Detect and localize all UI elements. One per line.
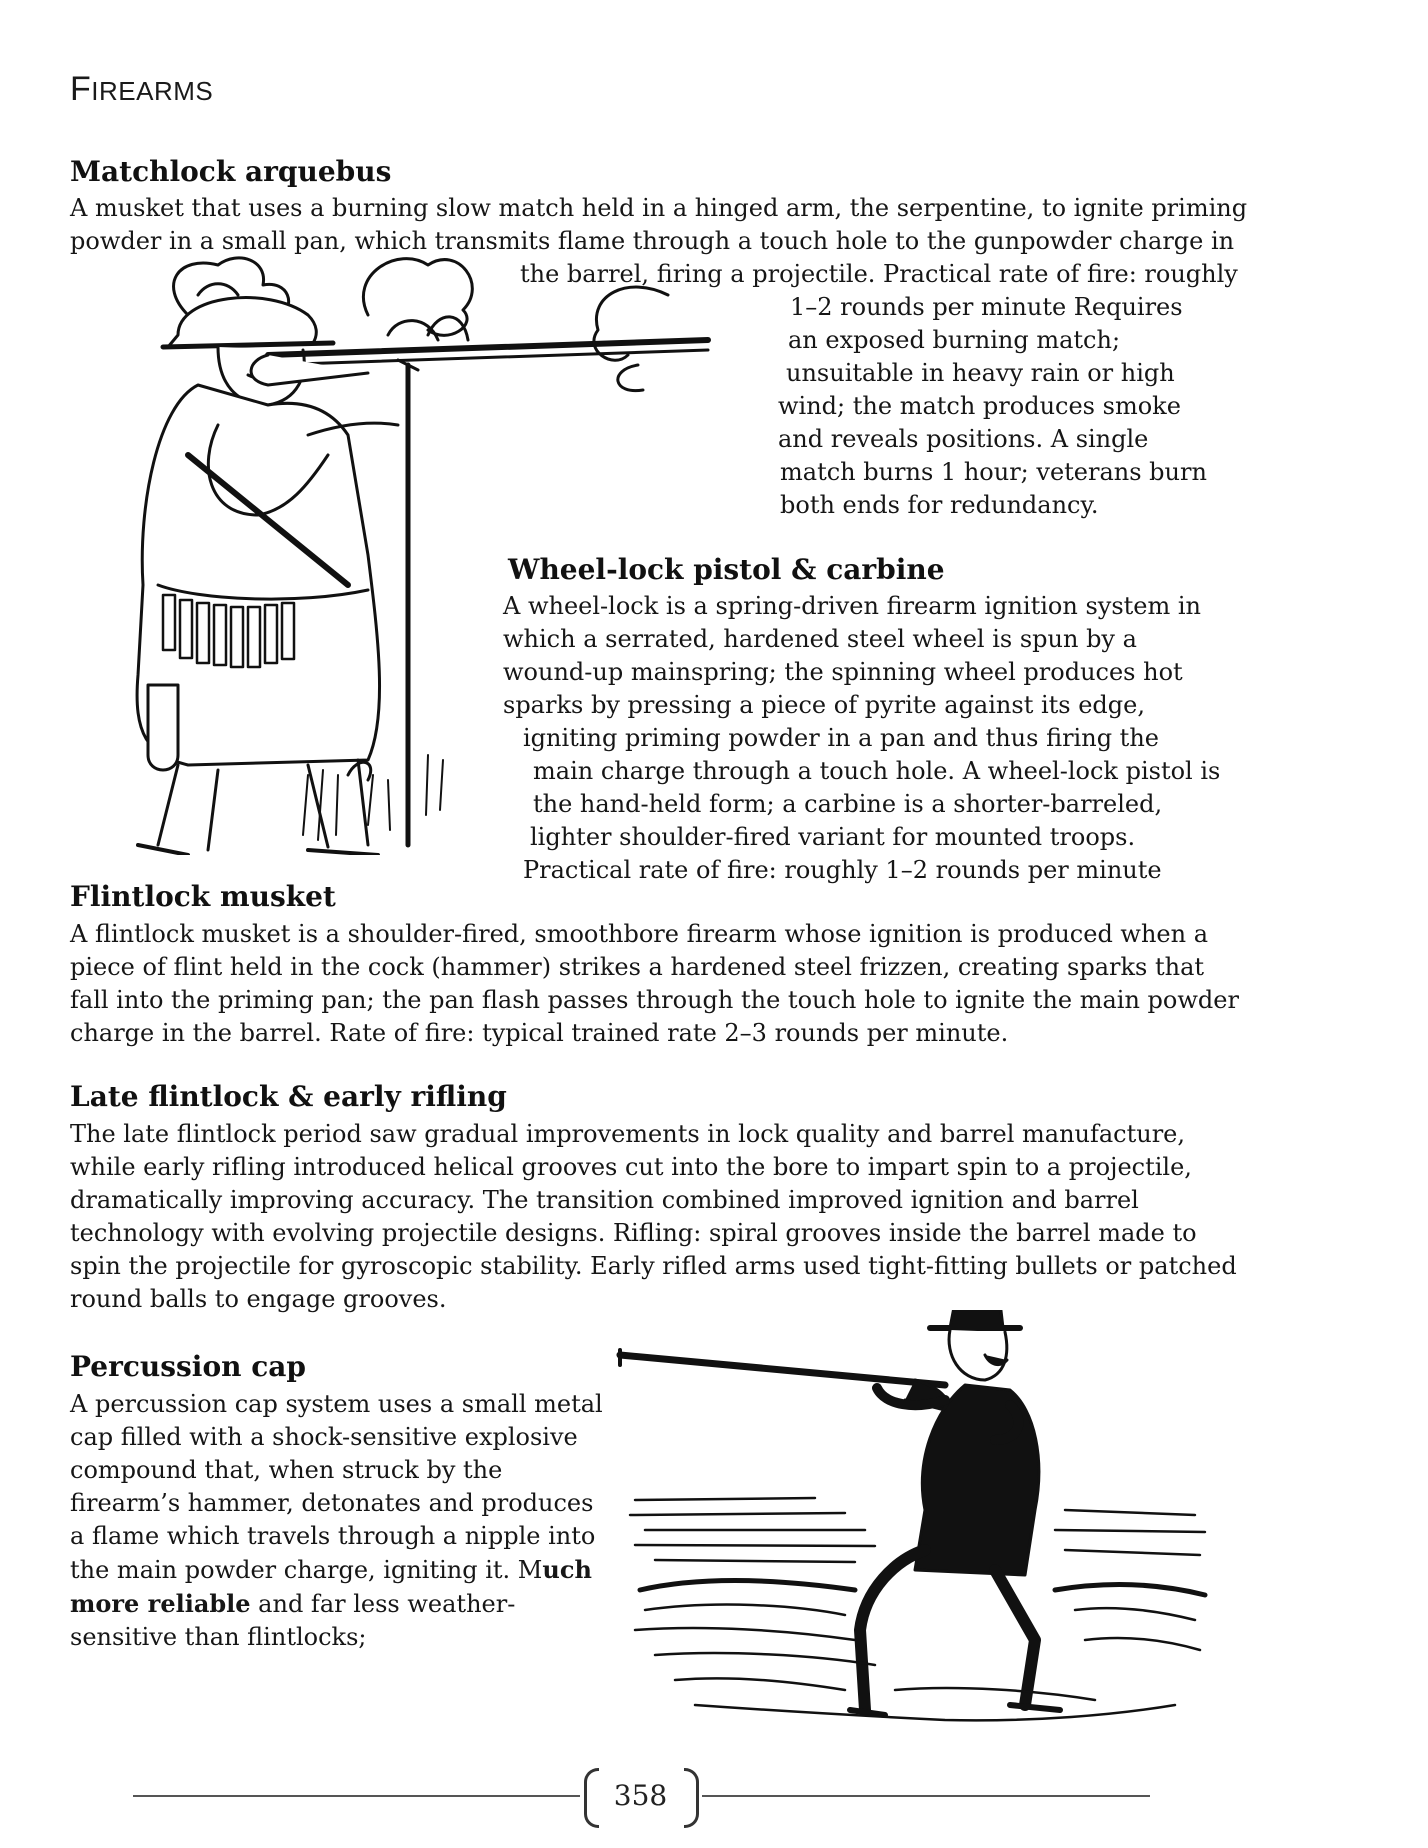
text-line: match burns 1 hour; veterans burn	[780, 458, 1207, 486]
text-line: spin the projectile for gyroscopic stability. Early rifled arms used tight-fitting bullets or patched	[70, 1252, 1237, 1280]
text-line: a flame which travels through a nipple into	[70, 1522, 596, 1550]
text-line: compound that, when struck by the	[70, 1456, 503, 1484]
text-line: A flintlock musket is a shoulder-fired, smoothbore firearm whose ignition is produced when a	[70, 920, 1209, 948]
text-line: technology with evolving projectile designs. Rifling: spiral grooves inside the barrel made to	[70, 1219, 1197, 1247]
heading-matchlock-arquebus: Matchlock arquebus	[70, 155, 392, 188]
text-line: fall into the priming pan; the pan flash passes through the touch hole to ignite the main powder	[70, 986, 1239, 1014]
paragraph-rifling	[70, 1118, 1237, 1316]
heading-wheel-lock: Wheel-lock pistol & carbine	[508, 553, 945, 586]
text-line: more reliable and far less weather-	[70, 1589, 516, 1618]
text-line: the barrel, firing a projectile. Practical rate of fire: roughly	[520, 260, 1238, 288]
text-line: which a serrated, hardened steel wheel is spun by a	[503, 625, 1137, 653]
text-line: wind; the match produces smoke	[778, 392, 1181, 420]
text-line: 1–2 rounds per minute Requires	[790, 293, 1183, 321]
text-line: The late flintlock period saw gradual improvements in lock quality and barrel manufacture,	[70, 1120, 1186, 1148]
text-line: A wheel-lock is a spring-driven firearm ignition system in	[503, 592, 1202, 620]
text-line: charge in the barrel. Rate of fire: typical trained rate 2–3 rounds per minute.	[70, 1019, 1009, 1047]
page-number: 358	[613, 1779, 668, 1812]
text-line: the hand-held form; a carbine is a shorter-barreled,	[533, 790, 1163, 818]
text-line: both ends for redundancy.	[780, 491, 1099, 519]
paragraph-percussion	[70, 1388, 603, 1654]
text-line: A percussion cap system uses a small metal	[70, 1390, 603, 1418]
paragraph-wheel-lock	[503, 590, 1221, 887]
text-line: sparks by pressing a piece of pyrite against its edge,	[503, 691, 1145, 719]
text-line: igniting priming powder in a pan and thus firing the	[523, 724, 1159, 752]
text-line: wound-up mainspring; the spinning wheel produces hot	[503, 658, 1183, 686]
text-line: Practical rate of fire: roughly 1–2 rounds per minute	[523, 856, 1162, 884]
paragraph-flintlock	[70, 918, 1239, 1050]
text-line: powder in a small pan, which transmits flame through a touch hole to the gunpowder charge in	[70, 227, 1235, 255]
heading-late-flintlock-rifling: Late flintlock & early rifling	[70, 1080, 507, 1113]
text-line: dramatically improving accuracy. The transition combined improved ignition and barrel	[70, 1186, 1139, 1214]
text-line: lighter shoulder-fired variant for mounted troops.	[530, 823, 1136, 851]
text-line: cap filled with a shock-sensitive explosive	[70, 1423, 578, 1451]
footer-rule-left	[133, 1795, 580, 1797]
text-line: and reveals positions. A single	[778, 425, 1149, 453]
chapter-title: FIREARMS	[70, 70, 214, 108]
text-line: main charge through a touch hole. A wheel-lock pistol is	[533, 757, 1221, 785]
heading-percussion-cap: Percussion cap	[70, 1350, 306, 1383]
text-line: A musket that uses a burning slow match held in a hinged arm, the serpentine, to ignite priming	[70, 194, 1248, 222]
text-line: the main powder charge, igniting it. Much	[70, 1555, 592, 1584]
text-line: sensitive than flintlocks;	[70, 1623, 367, 1651]
text-line: firearm’s hammer, detonates and produces	[70, 1489, 594, 1517]
text-line: piece of flint held in the cock (hammer) strikes a hardened steel frizzen, creating sparks that	[70, 953, 1205, 981]
heading-flintlock-musket: Flintlock musket	[70, 880, 336, 913]
text-line: an exposed burning match;	[788, 326, 1121, 354]
footer-rule-right	[702, 1795, 1150, 1797]
text-line: while early rifling introduced helical grooves cut into the bore to impart spin to a projectile,	[70, 1153, 1192, 1181]
text-line: round balls to engage grooves.	[70, 1285, 447, 1313]
kneeling-rifleman-illustration	[615, 1310, 1215, 1730]
text-line: unsuitable in heavy rain or high	[786, 359, 1175, 387]
